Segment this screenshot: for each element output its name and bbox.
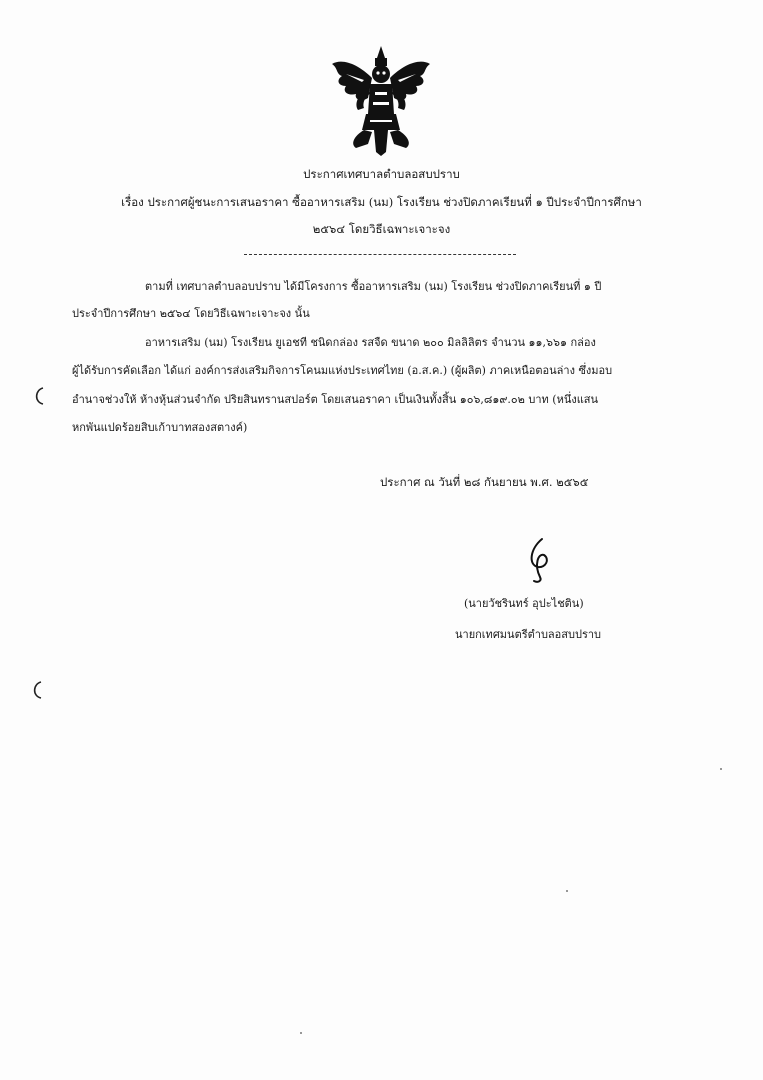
body-paragraph-1: ตามที่ เทศบาลตำบลอบปราบ ได้มีโครงการ ซื้ออาหารเสริม (นม) โรงเรียน ช่วงปิดภาคเรียนที่ ๑ ปี	[145, 280, 602, 293]
punch-hole-icon	[30, 680, 44, 700]
announcement-subject: เรื่อง ประกาศผู้ชนะการเสนอราคา ซื้ออาหารเสริม (นม) โรงเรียน ช่วงปิดภาคเรียนที่ ๑ ปีประจำปีการศึกษา	[121, 195, 642, 209]
header-divider	[244, 254, 516, 255]
scan-speck	[300, 1032, 302, 1034]
signer-title: นายกเทศมนตรีตำบลอสบปราบ	[455, 628, 602, 641]
body-paragraph-3-cont: อำนาจช่วงให้ ห้างหุ้นส่วนจำกัด ปริยสินทรานสปอร์ต โดยเสนอราคา เป็นเงินทั้งสิ้น ๑๐๖,๘๑๙.๐๒ บาท (หนึ่งแสน	[72, 393, 599, 406]
body-paragraph-3: ผู้ได้รับการคัดเลือก ได้แก่ องค์การส่งเสริมกิจการโคนมแห่งประเทศไทย (อ.ส.ค.) (ผู้ผลิต) ภาคเหนือตอนล่าง ซึ่งมอบ	[72, 364, 613, 377]
garuda-emblem-icon	[328, 44, 434, 156]
punch-hole-icon	[32, 386, 46, 406]
announcement-subject-continued: ๒๕๖๔ โดยวิธีเฉพาะเจาะจง	[312, 222, 451, 236]
body-paragraph-2: อาหารเสริม (นม) โรงเรียน ยูเอชที ชนิดกล่อง รสจืด ขนาด ๒๐๐ มิลลิลิตร จำนวน ๑๑,๖๖๑ กล่อง	[145, 336, 596, 349]
body-paragraph-1-cont: ประจำปีการศึกษา ๒๕๖๔ โดยวิธีเฉพาะเจาะจง นั้น	[72, 307, 310, 320]
signer-name: (นายวัชรินทร์ อุปะไชติน)	[464, 597, 584, 610]
signature-mark	[520, 535, 560, 585]
scan-speck	[566, 890, 568, 892]
announcement-org-title: ประกาศเทศบาลตำบลอสบปราบ	[303, 167, 460, 181]
body-paragraph-3-end: หกพันแปดร้อยสิบเก้าบาทสองสตางค์)	[72, 421, 248, 434]
announcement-date: ประกาศ ณ วันที่ ๒๘ กันยายน พ.ศ. ๒๕๖๕	[380, 475, 589, 489]
scan-speck	[720, 768, 722, 770]
